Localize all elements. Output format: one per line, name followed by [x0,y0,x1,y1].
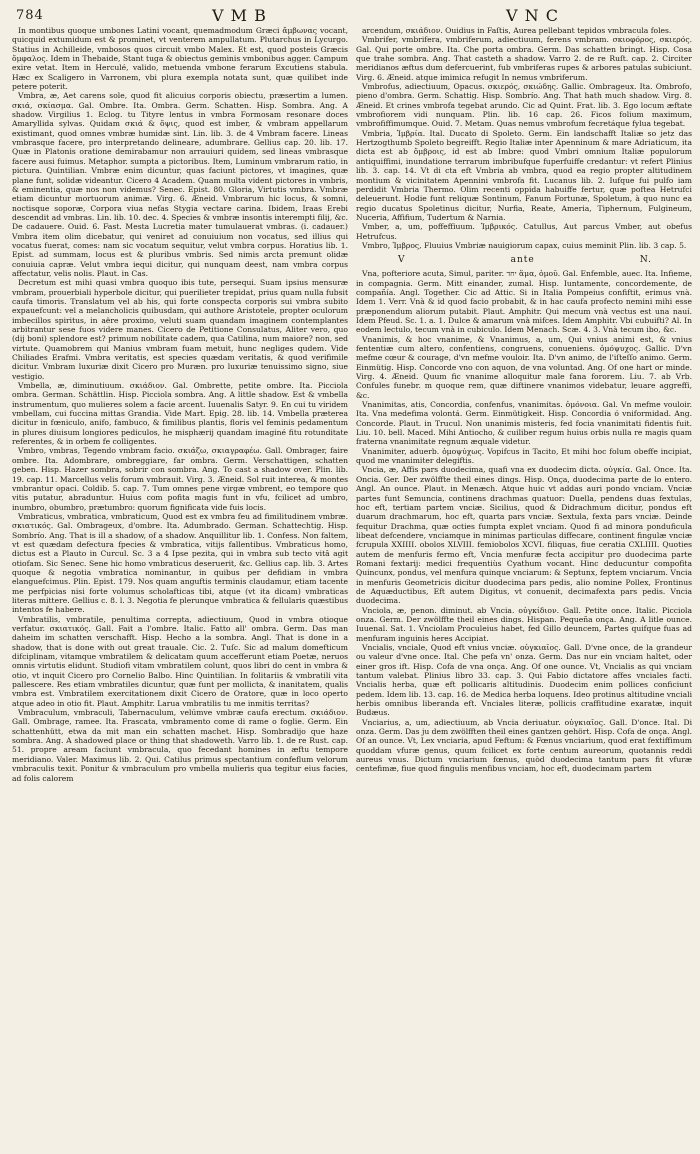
left-column [12,26,348,1144]
entry-uncia: Vncia, æ, Affis pars duodecima, quafi vna ex duodecim dicta. οὐγκία. Gal. Once. Ita. Oncia. Ger. Der zwölffte theil eines dings. Hisp. Onça, duodecima parte de lo entero. Angl. An ounce. Plaut. in Menæch. Atque huic vt addas auri pondo vnciam. Vnciæ partes funt Semuncia, continens drachmas quatuor: Duella, pendens duas fextulas, hoc eft, tertiam partem vnciæ. Sicilius, quod & Didrachmum dicitur, pondus eft duarum drachmarum, hoc eft, quarta pars vnciæ. Sextula, fexta pars vnciæ. Deinde fequitur Drachma, quæ octies fumpta explet vnciam. Quod fi ad minora ponduficula libeat defcendere, vnciamque in minimas particulas diffecare, continent fingulæ vnciæ fcrupula XXIIII. obolos XLVIII. femiobolos XCVI. filiquas, fiue ceratia CXLIIII. Quoties autem de menfuris fermo eft, Vncia menfuræ fecta accipitur pro duodecima parte Romani fextarij: medici frequentiùs Cyathum vocant. Hinc deducuntur compofita Quincunx, pondus, vel menfura quinque vnciarum: & Septunx, feptem vnciarum. Vncia in menfuris Geometricis dicitur duodecima pars pedis, alio nomine Pollex, Frontinus de Aquæductibus, Eft autem Digitus, vt conuenit, decimafexta pars pedis. Vncia duodecima. [356,465,692,606]
section-header-v-ante-n [356,250,692,269]
entry-umber: Vmber, a, um, poffeffiuum. Ἰμβρικός. Catullus, Aut parcus Vmber, aut obefus Hetrufcus. [356,222,692,241]
entry-unciarius: Vnciarius, a, um, adiectiuum, ab Vncia deriuatur. οὐγκιαῖος. Gall. D'once. Ital. Di onza. Germ. Das ju dem zwölfften theil eines gantzen gehört. Hisp. Cofa de onça. Angl. Of an ounce. Vt, Lex vnciaria, apud Feftum: & Fœnus vnciarium, quod erat fextiffimum quoddam vfuræ genus, quum fcilicet ex forte centum aureorum, quotannis reddi aureus vnus. Dictum vnciarium fœnus, quòd duodecima tantum pars fit vfuræ centefimæ, fiue quod fingulis menfibus vnciam, hoc eft, duodecimam partem [356,717,692,774]
entry-umbraculum-continued: arcendum, σκιάδιον. Ouidius in Faſtis, Aurea pellebant tepidos vmbracula foles. [362,26,672,35]
entry-unanimiter: Vnanimiter, aduerb. ὁμοψύχως. Vopifcus in Tacito, Et mihi hoc folum obeffe incipiat, quod me vnanimiter delegiftis. [356,446,692,466]
entry-unciola: Vnciola, æ, penon. diminut. ab Vncia. οὐγκίδιον. Gall. Petite once. Italic. Picciola onza. Germ. Der zwölffte theil eines dings. Hispan. Pequeña onça. Ang. A litle ounce. Iuuenal. Sat. 1. Vnciolam Proculeius habet, fed Gillo deuncem, Partes quifque fuas ad menfuram inguinis heres Accipiat. [356,605,692,643]
section-next-letter: N. [639,255,652,266]
entry-umbrosus: Vmbrofus, adiectiuum, Opacus. σκιερός, σκιώδης. Gallic. Ombrageux. Ita. Ombrofo, pieno d'ombra. Germ. Schattig. Hisp. Sombrío. Ang. That hath much shadow. Virg. 8. Æneid. Et crines vmbrofa tegebat arundo. Cic ad Quint. Frat. lib. 3. Ego locum æftate vmbrofiorem vidi nunquam. Plin. lib. 16 cap. 26. Ficos folium maximum, vmbrofiffimumque. Ouid. 7. Metam. Quas nemus vmbrofum fecretáque fylua tegebat. [356,82,692,129]
entry-umbones: In montibus quoque umbones Latini vocant, quemadmodum Græci ἄμβωνας vocant, quicquid extumidum est & prominet, vt venterem ampullatum. Plutarchus in Lycurgo. Statius in Achilleide, vmbosos quos circuit vmbo Malex. Et est, quod posteis Græcis ὄμφαλος. Idem in Thebaide, Stant tuga & obiectus geminis vmbonibus agger. Campum exire vetat. Item in Herculé, valido, metuenda vmbone ferarum Excutiens stabula. Hæc ex Scaligero in Varronem, vbi plura exempla notata sunt, quæ quilibet inde petere poterit. [12,26,348,92]
entry-una: Vna, pofteriore acuta, Simul, pariter. יחד ἅμα, ὁμοῦ. Gal. Enfemble, auec. Ita. Infieme, in compagnia. Germ. Mitt einander, zumal. Hisp. Iuntamente, concordemente, de compañía. Angl. Together. Cic ad Attic. Si in Italia Pompeius confiftit, erimus vnà. Idem 1. Verr. Vnà & id quod facio probabit, & in hac caufa profecto nemini mihi esse præponendum aliorum putabit. Plaut. Amphitr. Qui mecum vnà vectus est una nauí. Idem Pfeud. Sc. 1. a. 1. Dulce & amarum vnà mifces. Idem Amphitr. Vbi cubuifti? Al. In eodem lectulo, tecum vnà in cubiculo. Idem Menach. Scæ. 4. 3. Vnà tecum ibo, &c. [356,269,692,335]
two-column-body [12,26,692,1144]
running-head-left: V M B [212,6,267,25]
running-head-right: V N C [506,6,559,25]
entry-umbra: Vmbra, æ, Aet carens sole, quod fit alicuius corporis obiectu, præsertim a lumen. σκιά, σκίασμα. Gal. Ombre. Ita. Ombra. Germ. Schatten. Hisp. Sombra. Ang. A shadow. Virgilius 1. Eclog. tu Tityre lentus in vmbra Formosam resonare doces Amaryllida sylvas. Quidam σκιά & ὄψις, quod est imber, & vmbram appellarum existimant, quod omnes vmbræ humidæ sint. Lin. lib. 3. de 4 Vmbram facere. Lineas vmbrasque facere, pro interpretando delineare, adumbrare. Gellius cap. 20. lib. 17. Quæ in Platonis oratione demirabamur non arrauiuri quidem, sed lineas vmbrasque facere ausi fuimus. Metaphor. sumpta a pictoribus. Item, Luminum vmbrarum ratio, in pictura. Quintilian. Vmbræ enim dicuntur, quas faciunt pictores, vt imagines, quæ plane funt, solidæ videantur. Cicero 4 Academ. Quam multa vident pictores in vmbris, & eminentia, quæ nos non videmus? Senec. Epist. 80. Gloria, Virtutis vmbra. Vmbræ etiam dicuntur mortuorum animæ. Virg. 6. Æneid. Vmbrarum hic locus, & somni, noctisque soporæ, Corpora viua nefas Stygia vectare carina. Ibidem, Iraas Erebi descendit ad vmbras. Lin. lib. 10. dec. 4. Species & vmbræ insontis interempti filij, &c. De cadauere. Ouid. 6. Fast. Mesta Lucretia mater tumulauerat vmbras. (i. cadauer.) Vmbra item olim dicebatur, qui veniret ad conuiuium non vocatus, sed illius qui vocatus fuerat, comes: nam sic vocatum sequitur, velut vmbra corpus. Horatius lib. 1. Epist. ad summam, locus est & pluribus vmbris. Sed nimis arcta premunt olidæ conuiuia capræ. Velut vmbra iequi dicitur, qui nunquam deest, nam vmbra corpus affectatur, velis nolis. Plaut. in Cas. [12,91,348,278]
entry-umbrifer: Vmbrifer, vmbrifera, vmbriferum, adiectiuum, ferens vmbram. σκιοφόρος, σκιερός. Gal. Qui porte ombre. Ita. Che porta ombra. Germ. Das schatten bringt. Hisp. Cosa que trahe sombra. Ang. That casteth a shadow. Varro 2. de re Ruſt. cap. 2. Circiter meridianos æftus dum defercuerint, fub vmbriferas rupes & arbores patulas subiciunt. Virg. 6. Æneid. atque imimica refugit In nemus vmbriferum. [356,35,692,82]
entry-umbella: Vmbella, æ, diminutiuum. σκιάδιον. Gal. Ombrette, petite ombre. Ita. Picciola ombra. German. Schättlin. Hisp. Picciola sombra. Ang. A little shadow. Est & vmbella instrumentum, quo mulieres solem a facie arcent. Iuuenalis Satyr. 9. En cui tu viridem vmbellam, cui fuccina mittas Grandia. Vide Mart. Epig. 28. lib. 14. Vmbella præterea dicitur in fœniculo, anifo, fambuco, & fimilibus plantis, floris vel feminis pedamentum in plures diuisum longiores pediculos, he misphærij quandam imaginé fitu rotunditate referentes, & in orbem fe colligentes. [12,381,348,447]
section-letter: V [398,255,406,266]
entry-umbra-continued: Decretum est mihi quasi vmbra quoquo ibis tute, persequi. Suam ipsius mensuræ vmbram, prouerbiali hyperbole dicitur, qui puerilieter trepidat, prius quam nulla fubsit caufa timoris. Translatum vel ab his, qui forte conspecta corporis sui vmbra subito expauefcunt: vel a melancholicis quibusdam, qui authore Aristotele, propter oculorum imbecillos spiritus, in aëre proximo, veluti suam quandam imaginem contemplantes arbitrantur sese fuos videre manes. Cicero de Petitione Consulatus, Aliter vero, quo (dij boni) splendore est? primum nobilitate cadem, qua Catilina, num maiore? non, sed virtute. Quamobrem qui Manius vmbram fuam metuit, hunc negliges qudem. Vide Chiliades Erafmi. Vmbra veritatis, est species quædam veritatis, & quod verifimile dicitur. Vmbram luxuriæ dixit Cicero pro Muræn. pro luxuriæ tenuissimo signo, siue vestigio. [12,278,348,381]
entry-umbro-river: Vmbro, Ἰμβρος, Fluuius Vmbriæ nauigiorum capax, cuius meminit Plin. lib. 3 cap. 5. [362,240,687,250]
entry-unanimis: Vnanimis, & hoc vnanime, & Vnanimus, a, um, Qui vnius animi est, & vnius fententiæ cum altero, confentiens, congruens, conueniens. ὁμόψυχος. Gallic. D'vn mefme cœur & courage, d'vn mefme vouloir. Ita. D'vn animo, de l'iſteſſo animo. Germ. Einmütig. Hisp. Concorde vno con aquon, de vna voluntad. Ang. Of one hart or minde. Virg. 4. Æneid. Quum fic vnanime alloquitur male fana fororem. Liu. 7. ab Vrb. Confules funebr. m quoque rem, quæ diftinere vnanimos videbatur, leuare aggreffi, &c. [356,334,692,400]
entry-umbro: Vmbro, vmbras, Tegendo vmbram facio. σκιάζω, σκιαγραφέω. Gall. Ombrager, faire ombre. Ita. Adombrare, ombreggiare, far ombra. Germ. Verschattigen, schatten geben. Hisp. Hazer sombra, sobrir con sombra. Ang. To cast a shadow over. Plin. lib. 19. cap. 11. Marcellus velis forum vmbrauit. Virg. 3. Æneid. Sol ruit interea, & montes vmbrantur opaci. Coldib. 5. cap. 7. Tum omnes pene virgæ vmbrent, eo tempore quo vitis putatur, abraduntur. Huius com pofita magis funt in vfu, fcilicet ad umbro, inumbro, obumbro, prætumbro: quorum fignificata vide fuis locis. [12,446,348,512]
right-column [356,26,692,1144]
entry-uncialis: Vncialis, vnciale, Quod eft vnius vnciæ. οὐγκιαῖος. Gall. D'vne once, de la grandeur ou valeur d'vne once. Ital. Che pefa vn' onza. Germ. Das nur ein vnciam haltet, oder einer gros ift. Hisp. Cofa de vna onça. Ang. Of one ounce. Vt, Vncialis as qui vnciam tantum valebat. Plinius libro 33. cap. 3. Qui Fabio dictatore affes vnciales facti. Vncialis herba, quæ eft pollicaris altitudinis. Duodecim enim pollices conficiunt pedem. Idem lib. 13. cap. 16. de Medica herba loquens. Ideo protinus altitudine vnciali herbis omnibus liberanda eft. Vnciales literæ, pollicis craffitudine exaratæ, inquit Budæus. [356,643,692,718]
entry-umbria: Vmbria, Ἰμβρία. Ital. Ducato di Spoleto. Germ. Ein landschafft Italiæ so jetz das Hertzogthumb Spoleto begreifft. Regio Italiæ inter Apenninum & mare Adriaticum, ita dicta est ab ὄμβροις, id est ab Imbre: quod Vmbri omnium Italiæ populorum antiquiffimi, inundatione terrarum imbribufque fuperfuiffe credantur: vt refert Plinius lib. 3. cap. 14. Vt di cta eft Vmbria ab vmbra, quod ea regio propter altitudinem montium & vicinitatem Apennini vmbrofa fit. Lucanus lib. 2. Iufque fui pulfo iam perdidit Vmbria Thermo. Olim recenti oppida habuiffe fertur, quæ poftea Hetrufci deleuerunt. Hodie funt reliquæ Sontinum, Fanum Fortunæ, Spoletum, à quo nunc ea regio ducatus Spoletinus dicitur, Nurfia, Reate, Ameria, Tiphernum, Fulgineum, Nuceria, Affifium, Tudertum & Narnia. [356,128,692,222]
page-header [12,4,692,26]
entry-unanimitas: Vnanimitas, atis, Concordia, confenfus, vnanimitas. ὁμόνοια. Gal. Vn mefme vouloir. Ita. Vna medefima volontá. Germ. Einmütigkeit. Hisp. Concordia ó vniformidad. Ang. Concorde. Plaut. in Trucul. Non unanimis misteris, fed focia vnanimitati fidentis fuit. Liu. 10. bell. Maced. Mihi Antiocho, & cuiliber regum huius orbis nulla re magis quam fraterna vnanimitate regnum æquale videtur. [356,400,692,447]
section-ante: ante [510,255,535,266]
entry-umbratilis: Vmbratilis, vmbratile, penultima correpta, adiectiuum, Quod in vmbra otioque verfatur. σκιατικός. Gall. Fait a l'ombre. Italic. Fatto all' ombra. Germ. Das man daheim im schatten verschafft. Hisp. Hecho a la sombra. Angl. That is done in a shadow, that is done with out great trauale. Cic. 2. Tuſc. Sic ad malum domefticum difciplinam, vitamque vmbratilem & delicatam quum accefferunt etiam Poetæ, neruos omnis virtutis elidunt. Studiofi vitam vmbratilem colunt, quos libri do cent in vmbra & otio, vt inquit Cicero pro Cornelio Balbo. Hinc Quintilian. In folitariis & vmbratili vita pallescere. Res etiam vmbratiles dicuntur, quæ funt per mollicta, & inanitatem, qualis vmbra est. Vmbratilem exercitationem dixit Cicero de Oratore, quæ in loco operto atque adeo in otio fit. Plaut. Amphitr. Larua vmbratilis tu me inmitis territas? [12,614,348,708]
entry-umbraculum: Vmbraculum, vmbraculi, Tabernaculum, velúmve vmbræ caufa erectum. σκιάδιον. Gall. Ombrage, ramee. Ita. Frascata, vmbramento come di rame o foglie. Germ. Ein schattenhütt, etwa da mit man ein schatten machet. Hisp. Sombradijo que haze sombra. Ang. A shadowed place or thing that shadoweth. Varro lib. 1. de re Rust. cap. 51. propre aream faciunt vmbracula, quo fecedant homines in æftu tempore meridiano. Valer. Maximus lib. 2. Qui. Catilus primus spectantium confeflum velorum vmbraculis texit. Ponitur & vmbraculum pro vmbella mulieris qua tegitur eius facies, ad folis calorem [12,708,348,783]
page-number: 784 [16,8,44,23]
entry-umbraticus: Vmbraticus, vmbratica, vmbraticum, Quod est ex vmbra feu ad fimilitudinem vmbræ. σκιατικός. Gal. Ombrageux, d'ombre. Ita. Adumbrado. German. Schattechtig. Hisp. Sombrío. Ang. That is ill a shadow, of a shadow. Anquillitur lib. 1. Confess. Non faltem, vt est quædam defectura fpecies & vmbratica, vitijs fallentibus. Vmbraticus homo, dictus est a Plauto in Curcul. Sc. 3 a 4 Ipse pezita, qui in vmbra sub tecto vitâ agit otiofam. Sic Senec. Sene hic homo vmbraticus deseruerit, &c. Gellius cap. lib. 3. Artes quoque & negotia vmbratica nominantur, in quibus per defidiam in vmbra elanguefcimus. Plin. Epist. 179. Nos quam anguftis terminis claudamur, etiam tacente me perfpicias nisi forte volumus scholafticas tibi, atque (vt ita dicam) vmbraticas literas mittere. Gellius c. 8. l. 3. Negotia fe plerunque vmbratica & fellularis quæstibus intentos fe habere. [12,511,348,615]
